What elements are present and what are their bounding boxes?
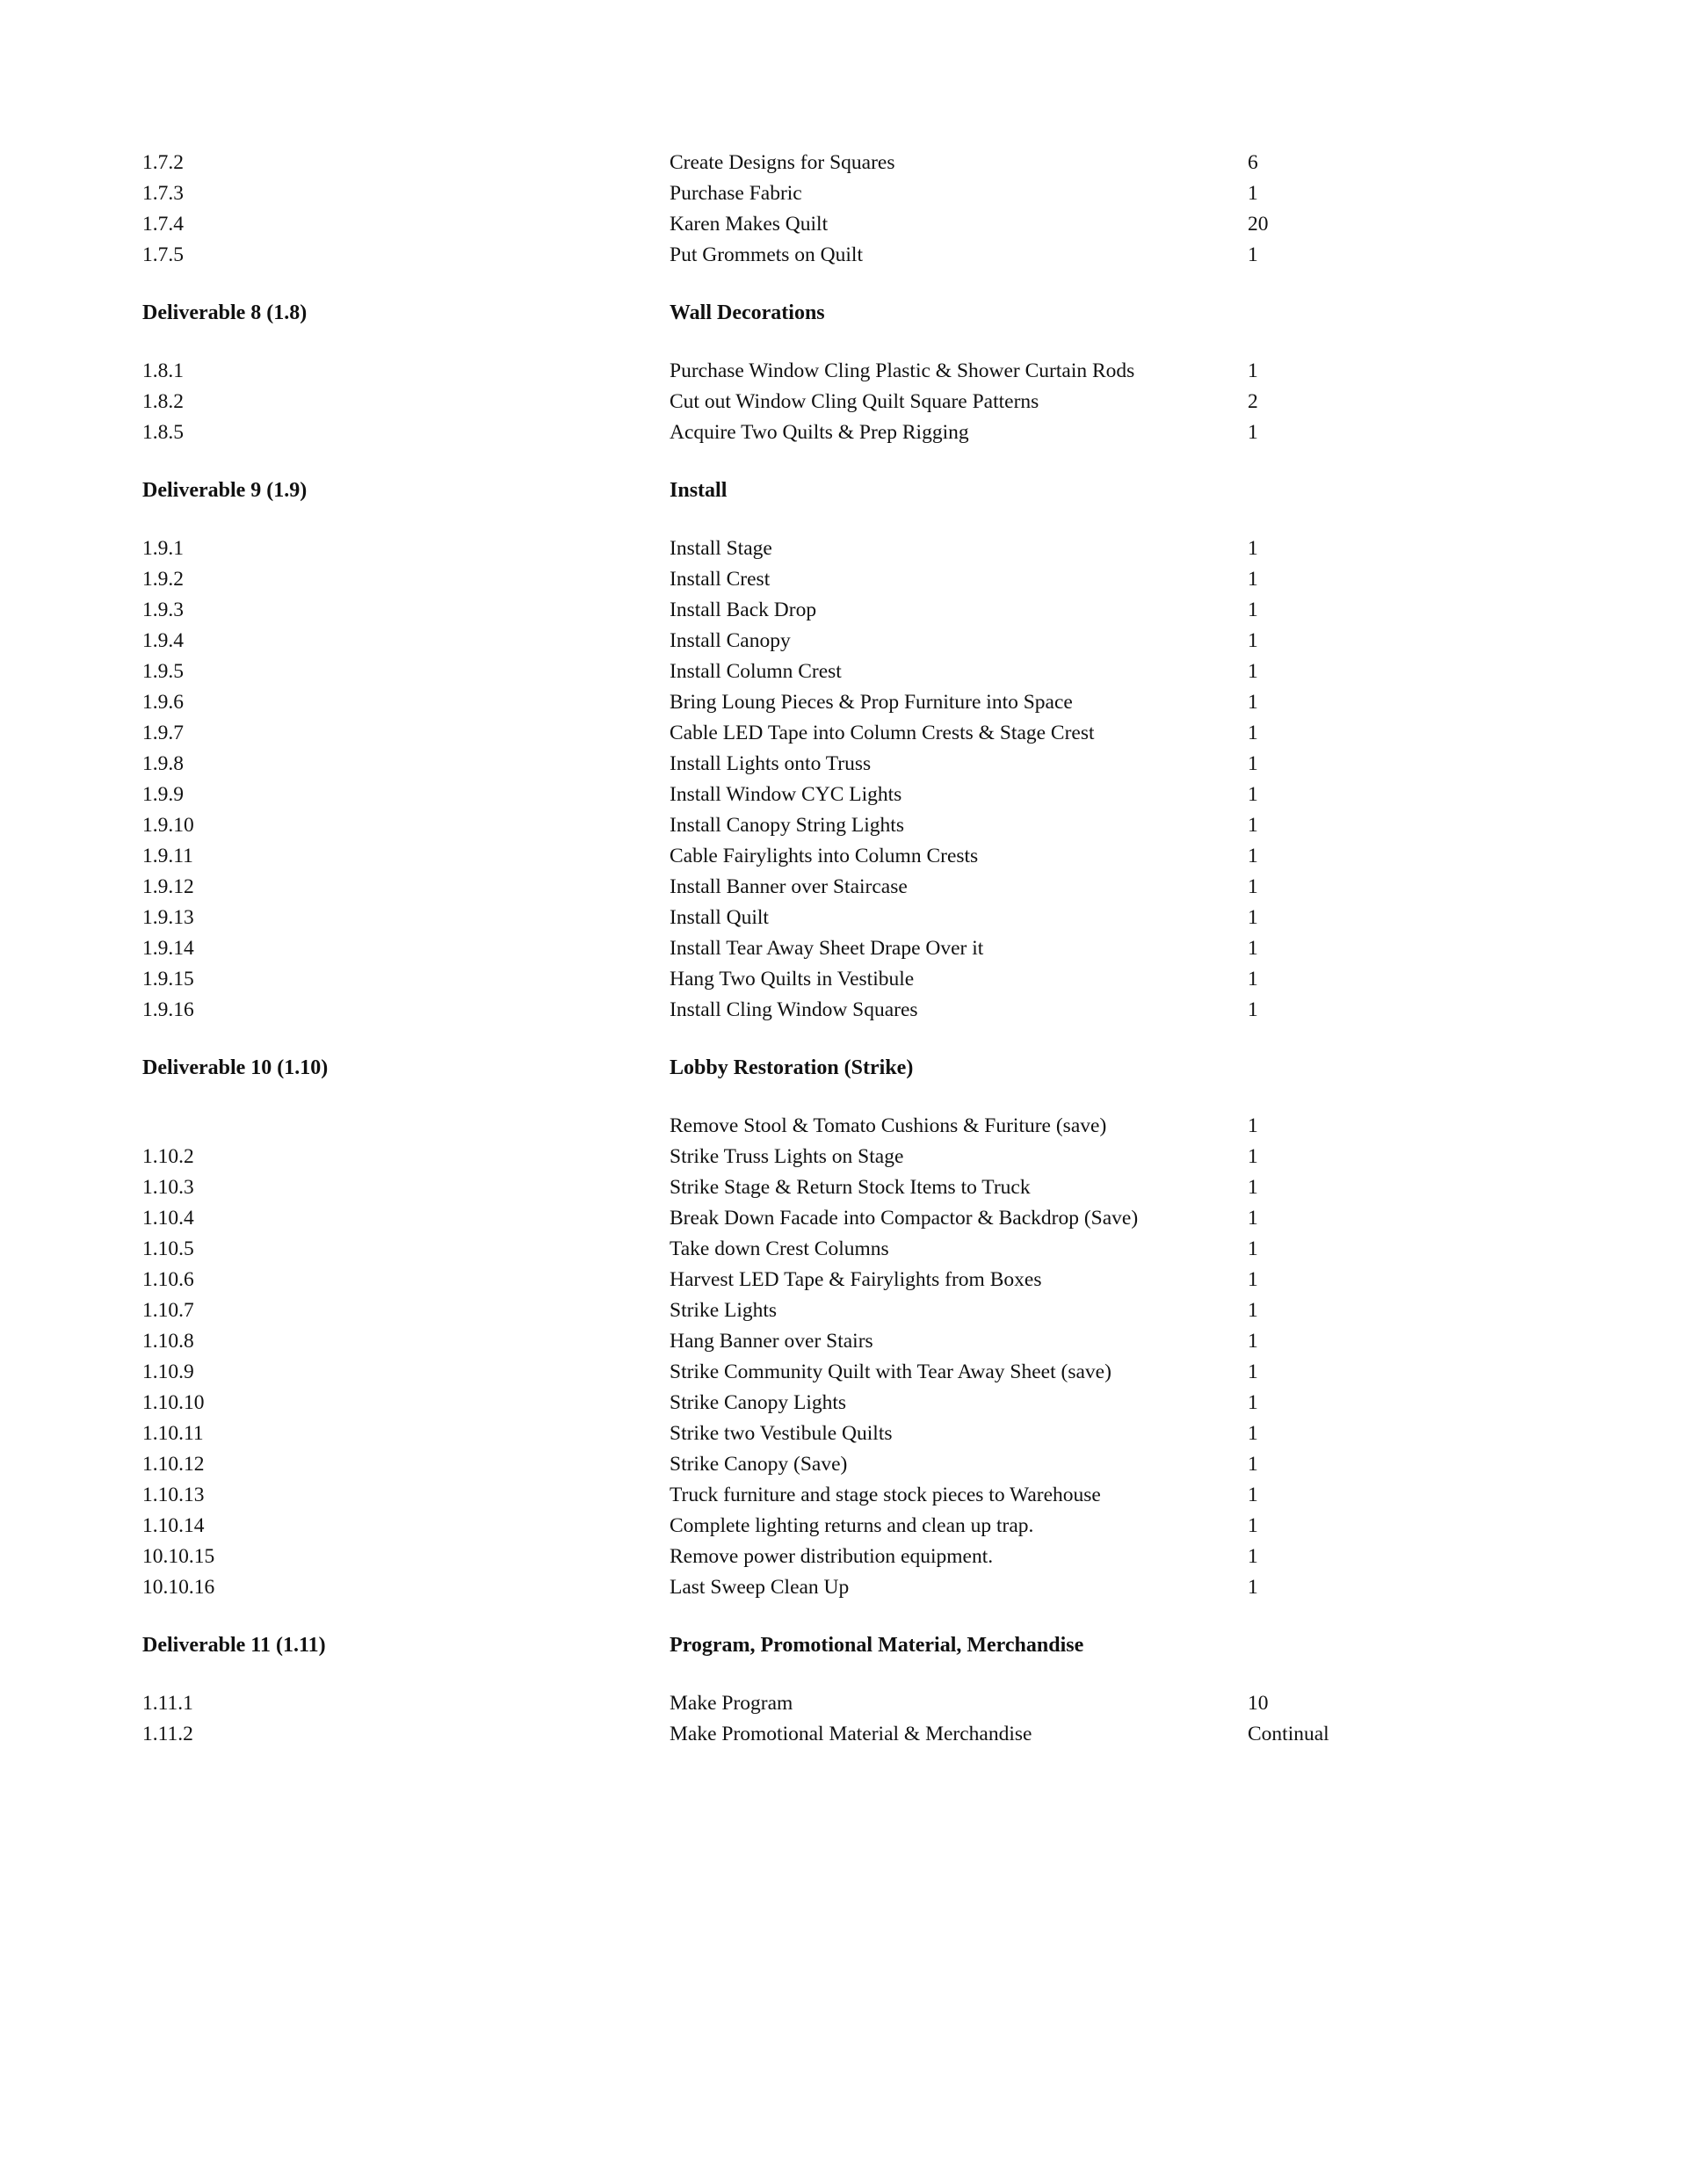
- task-row: [142, 964, 1583, 995]
- task-id: 1.9.2: [142, 568, 184, 591]
- task-name: Cable Fairylights into Column Crests: [670, 845, 979, 867]
- task-row: [142, 564, 1583, 595]
- task-value: 1: [1248, 421, 1258, 444]
- task-id: 1.9.3: [142, 599, 184, 621]
- task-row: [142, 1542, 1583, 1572]
- task-row: [142, 178, 1583, 209]
- task-id: 1.9.5: [142, 660, 184, 683]
- task-name: Purchase Window Cling Plastic & Shower Curtain Rods: [670, 359, 1135, 382]
- task-id: 1.9.1: [142, 537, 184, 560]
- task-name: Strike Lights: [670, 1299, 778, 1322]
- task-name: Strike Stage & Return Stock Items to Truck: [670, 1176, 1031, 1199]
- section-spacer: [142, 1603, 1583, 1630]
- deliverable-title: Wall Decorations: [670, 301, 825, 324]
- task-value: 2: [1248, 390, 1258, 413]
- deliverable-section: [142, 271, 1583, 448]
- task-row: [142, 626, 1583, 657]
- task-row: [142, 533, 1583, 564]
- task-id: 1.9.16: [142, 998, 194, 1021]
- task-id: 1.9.14: [142, 937, 194, 960]
- task-name: Make Promotional Material & Merchandise: [670, 1723, 1032, 1745]
- task-id: 1.10.13: [142, 1484, 205, 1506]
- task-name: Harvest LED Tape & Fairylights from Boxes: [670, 1268, 1042, 1291]
- task-value: 1: [1248, 875, 1258, 898]
- task-id: 1.7.3: [142, 182, 184, 205]
- task-value: 1: [1248, 1360, 1258, 1383]
- task-row: [142, 1480, 1583, 1511]
- task-id: 1.10.3: [142, 1176, 194, 1199]
- task-id: 1.9.13: [142, 906, 194, 929]
- task-value: 1: [1248, 1237, 1258, 1260]
- task-value: 1: [1248, 182, 1258, 205]
- task-value: 1: [1248, 1545, 1258, 1568]
- task-id: 1.9.6: [142, 691, 184, 714]
- task-value: 6: [1248, 151, 1258, 174]
- deliverable-heading: [142, 1053, 1583, 1084]
- task-name: Hang Two Quilts in Vestibule: [670, 968, 915, 990]
- task-id: 1.9.9: [142, 783, 184, 806]
- task-value: 1: [1248, 537, 1258, 560]
- task-id: 1.9.4: [142, 629, 184, 652]
- task-row: [142, 1511, 1583, 1542]
- task-value: 1: [1248, 691, 1258, 714]
- task-name: Install Back Drop: [670, 599, 817, 621]
- task-value: 1: [1248, 660, 1258, 683]
- task-id: 1.9.8: [142, 752, 184, 775]
- task-id: 1.10.5: [142, 1237, 194, 1260]
- deliverable-label: Deliverable 11 (1.11): [142, 1634, 326, 1657]
- task-value: Continual: [1248, 1723, 1329, 1745]
- task-row: [142, 749, 1583, 780]
- task-name: Strike Community Quilt with Tear Away Sheet (save): [670, 1360, 1111, 1383]
- task-value: 1: [1248, 1176, 1258, 1199]
- task-id: 1.9.7: [142, 722, 184, 744]
- section-spacer: [142, 448, 1583, 475]
- task-name: Install Canopy: [670, 629, 791, 652]
- deliverable-section: [142, 448, 1583, 1026]
- task-id: 1.10.4: [142, 1207, 194, 1230]
- section-spacer: [142, 1661, 1583, 1688]
- task-id: 1.10.2: [142, 1145, 194, 1168]
- task-row: [142, 1388, 1583, 1419]
- task-row: [142, 148, 1583, 178]
- task-name: Hang Banner over Stairs: [670, 1330, 873, 1353]
- task-row: [142, 1295, 1583, 1326]
- task-value: 1: [1248, 1330, 1258, 1353]
- task-name: Purchase Fabric: [670, 182, 802, 205]
- task-id: 1.9.11: [142, 845, 193, 867]
- task-name: Strike two Vestibule Quilts: [670, 1422, 893, 1445]
- deliverable-section: [142, 148, 1583, 271]
- task-name: Install Crest: [670, 568, 771, 591]
- task-id: 1.8.1: [142, 359, 184, 382]
- task-row: [142, 1419, 1583, 1449]
- deliverable-section: [142, 1603, 1583, 1750]
- deliverable-label: Deliverable 9 (1.9): [142, 479, 308, 502]
- task-id: 1.11.1: [142, 1692, 193, 1715]
- task-value: 10: [1248, 1692, 1269, 1715]
- task-name: Last Sweep Clean Up: [670, 1576, 850, 1599]
- section-spacer: [142, 271, 1583, 298]
- task-row: [142, 1572, 1583, 1603]
- task-name: Install Stage: [670, 537, 772, 560]
- task-value: 1: [1248, 243, 1258, 266]
- task-value: 1: [1248, 783, 1258, 806]
- task-row: [142, 1265, 1583, 1295]
- task-id: 1.8.2: [142, 390, 184, 413]
- task-value: 1: [1248, 968, 1258, 990]
- task-name: Create Designs for Squares: [670, 151, 895, 174]
- task-id: 10.10.15: [142, 1545, 215, 1568]
- task-row: [142, 1449, 1583, 1480]
- task-value: 1: [1248, 722, 1258, 744]
- task-name: Install Quilt: [670, 906, 769, 929]
- task-value: 1: [1248, 1268, 1258, 1291]
- task-row: [142, 841, 1583, 872]
- task-row: [142, 903, 1583, 933]
- task-value: 1: [1248, 1484, 1258, 1506]
- task-id: 1.7.4: [142, 213, 184, 236]
- task-row: [142, 356, 1583, 387]
- task-name: Install Window CYC Lights: [670, 783, 902, 806]
- deliverable-label: Deliverable 10 (1.10): [142, 1056, 329, 1079]
- task-name: Acquire Two Quilts & Prep Rigging: [670, 421, 969, 444]
- task-name: Strike Truss Lights on Stage: [670, 1145, 904, 1168]
- task-row: [142, 995, 1583, 1026]
- deliverable-heading: [142, 475, 1583, 506]
- task-row: [142, 1688, 1583, 1719]
- task-row: [142, 687, 1583, 718]
- task-id: 1.9.10: [142, 814, 194, 837]
- task-id: 1.7.2: [142, 151, 184, 174]
- task-row: [142, 657, 1583, 687]
- task-name: Remove power distribution equipment.: [670, 1545, 994, 1568]
- task-id: 1.8.5: [142, 421, 184, 444]
- task-value: 1: [1248, 1114, 1258, 1137]
- task-value: 1: [1248, 906, 1258, 929]
- task-row: [142, 872, 1583, 903]
- task-name: Remove Stool & Tomato Cushions & Furiture (save): [670, 1114, 1107, 1137]
- task-row: [142, 718, 1583, 749]
- task-name: Karen Makes Quilt: [670, 213, 829, 236]
- task-row: [142, 1234, 1583, 1265]
- task-row: [142, 1172, 1583, 1203]
- task-value: 1: [1248, 1299, 1258, 1322]
- task-row: [142, 1357, 1583, 1388]
- task-name: Bring Loung Pieces & Prop Furniture into Space: [670, 691, 1073, 714]
- task-value: 1: [1248, 568, 1258, 591]
- task-name: Install Canopy String Lights: [670, 814, 904, 837]
- task-row: [142, 933, 1583, 964]
- task-row: [142, 1203, 1583, 1234]
- task-id: 1.10.7: [142, 1299, 194, 1322]
- task-id: 10.10.16: [142, 1576, 215, 1599]
- task-value: 1: [1248, 1514, 1258, 1537]
- task-value: 1: [1248, 998, 1258, 1021]
- task-value: 1: [1248, 599, 1258, 621]
- task-value: 1: [1248, 1576, 1258, 1599]
- section-spacer: [142, 506, 1583, 533]
- task-value: 1: [1248, 359, 1258, 382]
- task-id: 1.11.2: [142, 1723, 193, 1745]
- deliverable-heading: [142, 1630, 1583, 1661]
- deliverable-title: Program, Promotional Material, Merchandise: [670, 1634, 1084, 1657]
- task-value: 20: [1248, 213, 1269, 236]
- deliverable-heading: [142, 298, 1583, 329]
- task-name: Put Grommets on Quilt: [670, 243, 863, 266]
- task-id: 1.7.5: [142, 243, 184, 266]
- task-value: 1: [1248, 845, 1258, 867]
- task-id: 1.9.15: [142, 968, 194, 990]
- task-row: [142, 209, 1583, 240]
- task-value: 1: [1248, 1207, 1258, 1230]
- task-row: [142, 1719, 1583, 1750]
- task-value: 1: [1248, 752, 1258, 775]
- task-value: 1: [1248, 629, 1258, 652]
- task-row: [142, 1111, 1583, 1142]
- task-name: Install Cling Window Squares: [670, 998, 918, 1021]
- section-spacer: [142, 1084, 1583, 1111]
- task-name: Complete lighting returns and clean up trap.: [670, 1514, 1034, 1537]
- task-value: 1: [1248, 1145, 1258, 1168]
- task-row: [142, 1142, 1583, 1172]
- task-value: 1: [1248, 814, 1258, 837]
- task-name: Install Banner over Staircase: [670, 875, 908, 898]
- task-name: Make Program: [670, 1692, 793, 1715]
- task-name: Install Column Crest: [670, 660, 842, 683]
- deliverable-label: Deliverable 8 (1.8): [142, 301, 308, 324]
- task-id: 1.9.12: [142, 875, 194, 898]
- task-name: Cable LED Tape into Column Crests & Stage Crest: [670, 722, 1095, 744]
- task-id: 1.10.14: [142, 1514, 205, 1537]
- task-value: 1: [1248, 1422, 1258, 1445]
- task-row: [142, 240, 1583, 271]
- task-value: 1: [1248, 1453, 1258, 1476]
- section-spacer: [142, 329, 1583, 356]
- task-row: [142, 780, 1583, 810]
- task-name: Take down Crest Columns: [670, 1237, 889, 1260]
- task-id: 1.10.8: [142, 1330, 194, 1353]
- task-name: Cut out Window Cling Quilt Square Patterns: [670, 390, 1039, 413]
- task-id: 1.10.12: [142, 1453, 205, 1476]
- section-spacer: [142, 1026, 1583, 1053]
- task-row: [142, 810, 1583, 841]
- task-name: Break Down Facade into Compactor & Backdrop (Save): [670, 1207, 1139, 1230]
- task-id: 1.10.11: [142, 1422, 204, 1445]
- deliverable-title: Install: [670, 479, 728, 502]
- task-name: Truck furniture and stage stock pieces to Warehouse: [670, 1484, 1101, 1506]
- task-name: Install Tear Away Sheet Drape Over it: [670, 937, 984, 960]
- task-row: [142, 1326, 1583, 1357]
- task-id: 1.10.6: [142, 1268, 194, 1291]
- deliverable-section: [142, 1026, 1583, 1603]
- task-id: [142, 1111, 670, 1142]
- task-row: [142, 387, 1583, 417]
- task-row: [142, 417, 1583, 448]
- document-body: [142, 148, 1583, 1750]
- task-name: Strike Canopy (Save): [670, 1453, 848, 1476]
- task-name: Strike Canopy Lights: [670, 1391, 847, 1414]
- task-id: 1.10.9: [142, 1360, 194, 1383]
- deliverable-title: Lobby Restoration (Strike): [670, 1056, 914, 1079]
- task-name: Install Lights onto Truss: [670, 752, 872, 775]
- task-id: 1.10.10: [142, 1391, 205, 1414]
- task-row: [142, 595, 1583, 626]
- task-value: 1: [1248, 1391, 1258, 1414]
- task-value: 1: [1248, 937, 1258, 960]
